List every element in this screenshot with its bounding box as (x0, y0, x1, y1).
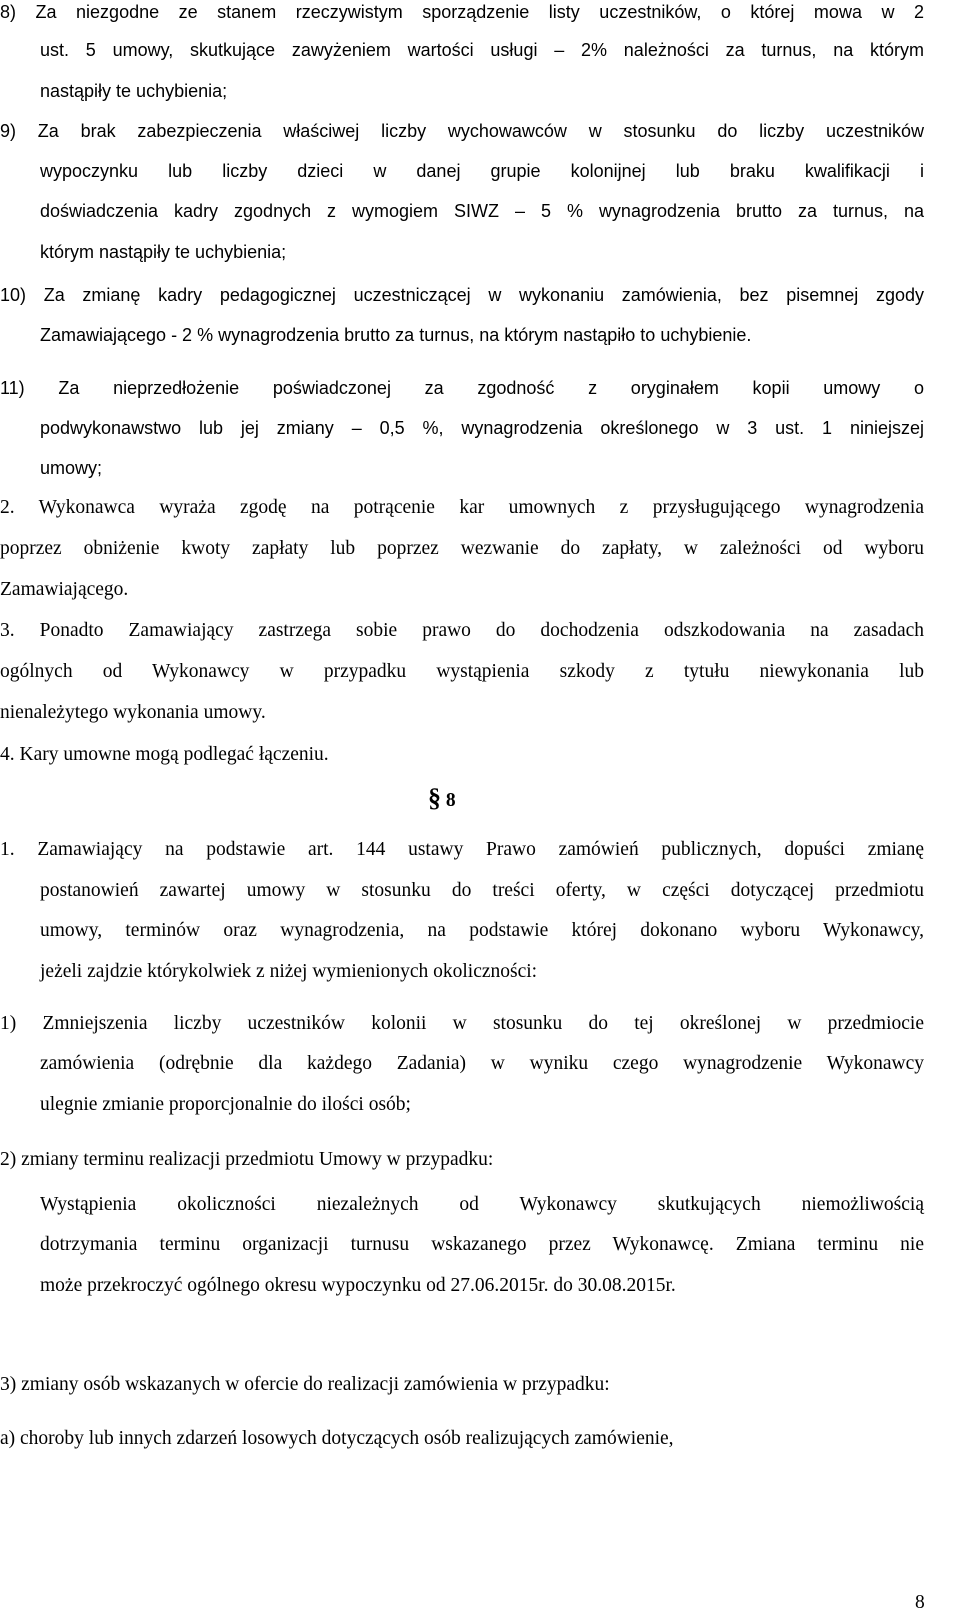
item-10-line-2: Zamawiającego - 2 % wynagrodzenia brutto za turnus, na którym nastąpiło to uchybienie. (40, 325, 752, 345)
condition-2-line-2: Wystąpienia okoliczności niezależnych od Wykonawcy skutkujących niemożliwością (40, 1194, 924, 1215)
condition-2-line-1: 2) zmiany terminu realizacji przedmiotu Umowy w przypadku: (0, 1149, 494, 1170)
paragraph-2-line-3: Zamawiającego. (0, 579, 129, 600)
condition-1-line-3: ulegnie zmianie proporcjonalnie do ilości osób; (40, 1094, 411, 1115)
page-number: 8 (915, 1592, 925, 1613)
paragraph-2-line-2: poprzez obniżenie kwoty zapłaty lub poprzez wezwanie do zapłaty, w zależności od wyboru (0, 538, 924, 559)
paragraph-3-line-2: ogólnych od Wykonawcy w przypadku wystąpienia szkody z tytułu niewykonania lub (0, 661, 924, 682)
section-number: 8 (445, 790, 456, 811)
section-8-paragraph-1-line-2: postanowień zawartej umowy w stosunku do treści oferty, w części dotyczącej przedmiotu (40, 880, 924, 901)
condition-1-line-1: 1) Zmniejszenia liczby uczestników kolonii w stosunku do tej określonej w przedmiocie (0, 1013, 924, 1034)
paragraph-4: 4. Kary umowne mogą podlegać łączeniu. (0, 744, 329, 765)
item-10-line-1: 10) Za zmianę kadry pedagogicznej uczestniczącej w wykonaniu zamówienia, bez pisemnej zgody (0, 285, 924, 305)
item-9-line-2: wypoczynku lub liczby dzieci w danej grupie kolonijnej lub braku kwalifikacji i (40, 161, 924, 181)
item-11-line-2: podwykonawstwo lub jej zmiany – 0,5 %, wynagrodzenia określonego w 3 ust. 1 niniejszej (40, 418, 924, 438)
paragraph-2-line-1: 2. Wykonawca wyraża zgodę na potrącenie kar umownych z przysługującego wynagrodzenia (0, 497, 924, 518)
item-8-line-3: nastąpiły te uchybienia; (40, 81, 228, 101)
section-sign: § (428, 783, 441, 812)
section-8-paragraph-1-line-3: umowy, terminów oraz wynagrodzenia, na podstawie której dokonano wyboru Wykonawcy, (40, 920, 924, 941)
condition-2-line-4: może przekroczyć ogólnego okresu wypoczynku od 27.06.2015r. do 30.08.2015r. (40, 1275, 676, 1296)
item-8-line-1: 8) Za niezgodne ze stanem rzeczywistym sporządzenie listy uczestników, o której mowa w 2 (0, 2, 924, 22)
condition-2-line-3: dotrzymania terminu organizacji turnusu wskazanego przez Wykonawcę. Zmiana terminu nie (40, 1234, 924, 1255)
section-8-paragraph-1-line-4: jeżeli zajdzie którykolwiek z niżej wymienionych okoliczności: (40, 961, 538, 982)
condition-3: 3) zmiany osób wskazanych w ofercie do realizacji zamówienia w przypadku: (0, 1374, 610, 1395)
item-11-line-1: 11) Za nieprzedłożenie poświadczonej za zgodność z oryginałem kopii umowy o (0, 378, 924, 398)
section-heading (428, 783, 456, 813)
item-9-line-3: doświadczenia kadry zgodnych z wymogiem SIWZ – 5 % wynagrodzenia brutto za turnus, na (40, 201, 924, 221)
condition-a: a) choroby lub innych zdarzeń losowych dotyczących osób realizujących zamówienie, (0, 1428, 674, 1449)
item-11-line-3: umowy; (40, 458, 103, 478)
item-9-line-4: którym nastąpiły te uchybienia; (40, 242, 287, 262)
paragraph-3-line-3: nienależytego wykonania umowy. (0, 702, 266, 723)
section-8-paragraph-1-line-1: 1. Zamawiający na podstawie art. 144 ustawy Prawo zamówień publicznych, dopuści zmianę (0, 839, 924, 860)
paragraph-3-line-1: 3. Ponadto Zamawiający zastrzega sobie prawo do dochodzenia odszkodowania na zasadach (0, 620, 924, 641)
item-8-line-2: ust. 5 umowy, skutkujące zawyżeniem wartości usługi – 2% należności za turnus, na którym (40, 40, 924, 60)
condition-1-line-2: zamówienia (odrębnie dla każdego Zadania) w wyniku czego wynagrodzenie Wykonawcy (40, 1053, 924, 1074)
item-9-line-1: 9) Za brak zabezpieczenia właściwej liczby wychowawców w stosunku do liczby uczestników (0, 121, 924, 141)
